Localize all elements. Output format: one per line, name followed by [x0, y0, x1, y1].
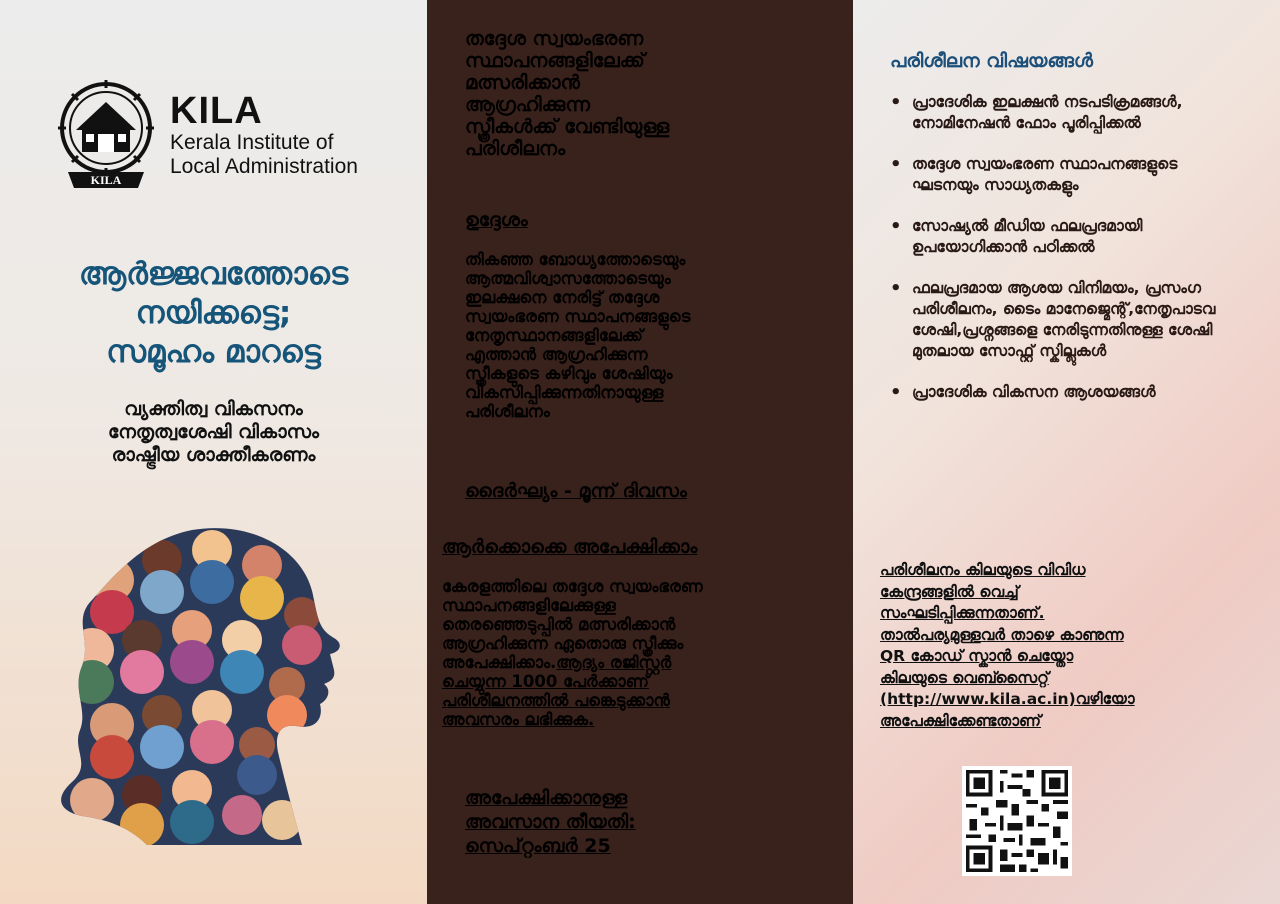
eligibility-line: അവസരം ലഭിക്കുക.: [442, 710, 595, 729]
eligibility-line: [442, 653, 832, 672]
topic-item: • പ്രാദേശിക വികസന ആശയങ്ങൾ: [890, 382, 1240, 403]
slogan: [0, 255, 427, 372]
slogan-line: ആർജ്ജവത്തോടെ: [78, 256, 349, 292]
note-line: പരിശീലനം കിലയുടെ വിവിധ: [880, 561, 1086, 579]
objective-line: എത്താൻ ആഗ്രഹിക്കുന്ന: [465, 345, 648, 364]
objective-heading: ഉദ്ദേശം: [465, 209, 528, 231]
objective-text: [465, 250, 825, 421]
note-line: QR കോഡ് സ്കാൻ ചെയ്തോ: [880, 647, 1074, 665]
objective-line: തികഞ്ഞ ബോധ്യത്തോടെയും: [465, 250, 686, 269]
eligibility-heading: ആർക്കൊക്കെ അപേക്ഷിക്കാം: [442, 536, 698, 558]
kila-emblem-icon: [54, 80, 158, 190]
deadline-line: അവസാന തീയതി:: [465, 811, 636, 833]
objective-line: സ്ത്രീകളുടെ കഴിവും ശേഷിയും: [465, 364, 673, 383]
note-line: കിലയുടെ വെബ്സൈറ്റ്: [880, 668, 1049, 687]
title-line: സ്ത്രീകൾക്ക് വേണ്ടിയുള്ള: [465, 115, 670, 138]
topics-list: [890, 92, 1240, 423]
title-line: മത്സരിക്കാൻ: [465, 71, 580, 94]
women-silhouette-illustration: [52, 520, 352, 850]
goals-list: [0, 398, 427, 467]
eligibility-line: കേരളത്തിലെ തദ്ദേശ സ്വയംഭരണ: [442, 577, 703, 596]
eligibility-underlined-part: ആദ്യം രജിസ്റ്റർ: [556, 653, 672, 672]
eligibility-line: സ്ഥാപനങ്ങളിലേക്കുള്ള: [442, 596, 616, 615]
website-link[interactable]: (http://www.kila.ac.in)വഴിയോ: [880, 690, 1135, 708]
note-line: അപേക്ഷിക്കേണ്ടതാണ്: [880, 711, 1041, 730]
objective-line: സ്വയംഭരണ സ്ഥാപനങ്ങളുടെ: [465, 307, 691, 326]
application-note: [880, 560, 1240, 732]
objective-line: ആത്മവിശ്വാസത്തോടെയും: [465, 269, 671, 288]
goal-item: നേതൃത്വശേഷി വികാസം: [108, 421, 319, 443]
eligibility-text: [442, 577, 832, 729]
kila-logo: [54, 80, 358, 190]
eligibility-line: ആഗ്രഹിക്കുന്ന ഏതൊരു സ്ത്രീക്കും: [442, 634, 684, 653]
deadline-line: സെപ്റ്റംബർ 25: [465, 835, 611, 857]
deadline: [465, 786, 636, 858]
emblem-text: KILA: [90, 173, 122, 187]
objective-line: ഇലക്ഷനെ നേരിട്ട് തദ്ദേശ: [465, 288, 660, 307]
objective-line: വികസിപ്പിക്കുന്നതിനായുള്ള: [465, 383, 664, 402]
topic-item: • പ്രാദേശിക ഇലക്ഷൻ നടപടിക്രമങ്ങൾ, നോമിനേഷൻ ഫോം പൂരിപ്പിക്കൽ: [890, 92, 1240, 134]
title-line: ആഗ്രഹിക്കുന്ന: [465, 93, 590, 116]
topics-heading: പരിശീലന വിഷയങ്ങൾ: [890, 50, 1093, 72]
logo-text: [170, 91, 358, 179]
logo-subtitle-line1: Kerala Institute of: [170, 131, 334, 154]
objective-line: പരിശീലനം: [465, 402, 550, 421]
logo-title: KILA: [170, 90, 263, 132]
training-title: [465, 28, 825, 160]
eligibility-line: തെരഞ്ഞെടുപ്പിൽ മത്സരിക്കാൻ: [442, 615, 676, 634]
deadline-line: അപേക്ഷിക്കാനുള്ള: [465, 787, 628, 809]
topic-item: • തദ്ദേശ സ്വയംഭരണ സ്ഥാപനങ്ങളുടെ ഘടനയും സാധ്യതകളും: [890, 154, 1240, 196]
goal-item: വ്യക്തിത്വ വികസനം: [124, 398, 303, 420]
title-line: സ്ഥാപനങ്ങളിലേക്ക്: [465, 49, 645, 72]
qr-code[interactable]: [962, 766, 1072, 876]
duration: ദൈർഘ്യം - മൂന്ന് ദിവസം: [465, 480, 687, 502]
title-line: പരിശീലനം: [465, 137, 566, 160]
goal-item: രാഷ്ട്രീയ ശാക്തീകരണം: [111, 444, 316, 466]
objective-line: നേതൃസ്ഥാനങ്ങളിലേക്ക്: [465, 326, 643, 345]
eligibility-line: പരിശീലനത്തിൽ പങ്കെടുക്കാൻ: [442, 691, 670, 710]
note-line: സംഘടിപ്പിക്കുന്നതാണ്.: [880, 604, 1045, 622]
slogan-line: നയിക്കട്ടെ;: [135, 295, 292, 331]
eligibility-plain-part: അപേക്ഷിക്കാം.: [442, 653, 557, 672]
slogan-line: സമൂഹം മാറട്ടെ: [106, 334, 321, 370]
left-panel: [0, 0, 427, 904]
logo-subtitle-line2: Local Administration: [170, 155, 358, 178]
title-line: തദ്ദേശ സ്വയംഭരണ: [465, 27, 644, 50]
eligibility-line: ചെയ്യുന്ന 1000 പേർക്കാണ്: [442, 672, 649, 691]
topic-item: • ഫലപ്രദമായ ആശയ വിനിമയം, പ്രസംഗ പരിശീലനം, ടൈം മാനേജ്മെന്റ്,നേതൃപാടവ ശേഷി,പ്രശ്നങ്ങളെ നേരിടുന്നതിനുള്ള ശേഷി മുതലായ സോഫ്റ്റ് സ്കില്ലുകൾ: [890, 278, 1240, 362]
topic-item: • സോഷ്യൽ മീഡിയ ഫലപ്രദമായി ഉപയോഗിക്കാൻ പഠിക്കൽ: [890, 216, 1240, 258]
note-line: താൽപര്യമുള്ളവർ താഴെ കാണുന്ന: [880, 625, 1124, 644]
note-line: കേന്ദ്രങ്ങളിൽ വെച്ച്: [880, 582, 1019, 601]
